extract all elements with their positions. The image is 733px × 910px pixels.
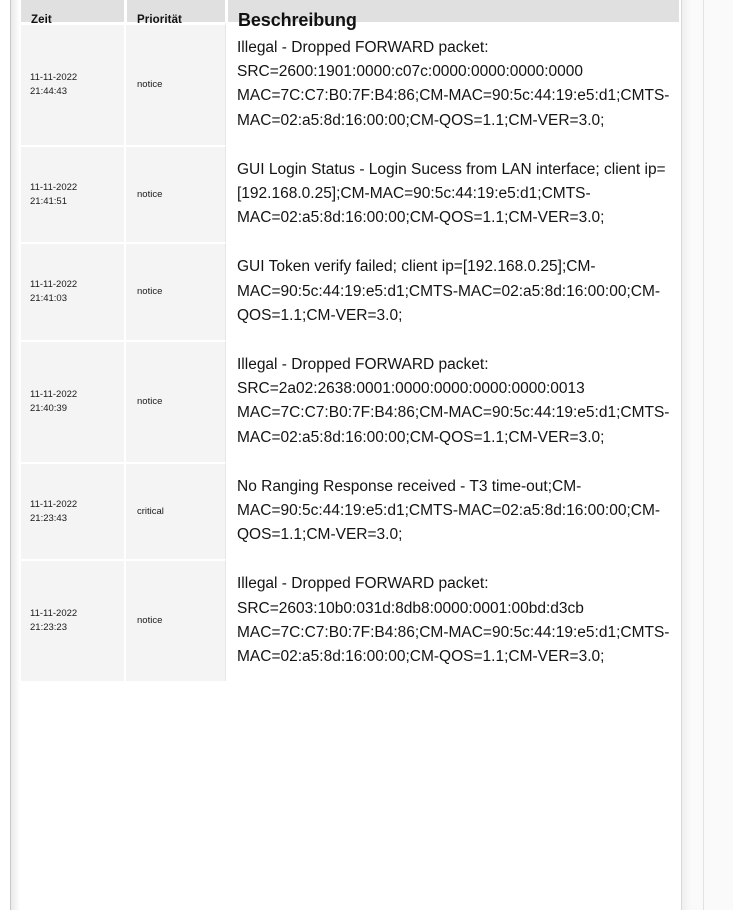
- table-row[interactable]: [21, 559, 679, 681]
- event-log-table: [21, 0, 679, 681]
- priority-value: notice: [137, 615, 163, 627]
- column-header-zeit-label: Zeit: [31, 14, 52, 26]
- cell-prioritaet: [124, 145, 225, 243]
- cell-beschreibung: [225, 559, 679, 681]
- timestamp-date: 11-11-2022: [30, 388, 78, 400]
- timestamp: [21, 492, 124, 532]
- right-gutter-shadow: [682, 0, 692, 910]
- cell-beschreibung: [225, 340, 679, 462]
- right-gutter-divider: [681, 0, 682, 910]
- priority-value: notice: [137, 188, 163, 200]
- column-header-zeit[interactable]: [21, 0, 124, 26]
- cell-beschreibung: [225, 145, 679, 243]
- cell-beschreibung: [225, 22, 679, 145]
- header-row: [21, 0, 679, 22]
- description-text: Illegal - Dropped FORWARD packet: SRC=2a02:2638:0001:0000:0000:0000:0000:0013 MAC=7C:C7:B0:7F:B4:86;CM-MAC=90:5c:44:19:e5:d1;CMTS-MAC=02:a5:8d:16:00:00;CM-QOS=1.1;CM-VER=3.0;: [237, 356, 670, 446]
- timestamp-time: 21:41:51: [30, 195, 67, 207]
- timestamp: [21, 65, 124, 105]
- column-header-beschreibung-label: Beschreibung: [238, 10, 357, 30]
- cell-zeit: [21, 340, 124, 462]
- column-header-beschreibung[interactable]: [225, 0, 679, 30]
- left-gutter-shadow: [11, 0, 20, 910]
- cell-prioritaet: [124, 559, 225, 681]
- timestamp-time: 21:23:43: [30, 512, 67, 524]
- timestamp-date: 11-11-2022: [30, 279, 78, 291]
- timestamp: [21, 175, 124, 215]
- timestamp-date: 11-11-2022: [30, 498, 78, 510]
- timestamp-time: 21:44:43: [30, 85, 67, 97]
- cell-prioritaet: [124, 242, 225, 340]
- table-body: [21, 22, 679, 681]
- column-header-prioritaet-label: Priorität: [137, 14, 182, 26]
- table-row[interactable]: [21, 242, 679, 340]
- table-row[interactable]: [21, 22, 679, 145]
- description-text: Illegal - Dropped FORWARD packet: SRC=2600:1901:0000:c07c:0000:0000:0000:0000 MAC=7C:C7:B0:7F:B4:86;CM-MAC=90:5c:44:19:e5:d1;CMTS-MAC=02:a5:8d:16:00:00;CM-QOS=1.1;CM-VER=3.0;: [237, 39, 670, 129]
- right-gutter-divider-outer: [703, 0, 704, 910]
- description-text: GUI Login Status - Login Sucess from LAN interface; client ip=[192.168.0.25];CM-MAC=90:5c:44:19:e5:d1;CMTS-MAC=02:a5:8d:16:00:00;CM-QOS=1.1;CM-VER=3.0;: [237, 160, 666, 227]
- cell-prioritaet: [124, 340, 225, 462]
- priority-value: notice: [137, 78, 163, 90]
- cell-beschreibung: [225, 242, 679, 340]
- cell-zeit: [21, 462, 124, 560]
- description-text: Illegal - Dropped FORWARD packet: SRC=2603:10b0:031d:8db8:0000:0001:00bd:d3cb MAC=7C:C7:B0:7F:B4:86;CM-MAC=90:5c:44:19:e5:d1;CMTS-MAC=02:a5:8d:16:00:00;CM-QOS=1.1;CM-VER=3.0;: [237, 575, 670, 666]
- timestamp: [21, 601, 124, 641]
- timestamp-date: 11-11-2022: [30, 71, 78, 83]
- cell-beschreibung: [225, 462, 679, 560]
- description-text: GUI Token verify failed; client ip=[192.168.0.25];CM-MAC=90:5c:44:19:e5:d1;CMTS-MAC=02:a5:8d:16:00:00;CM-QOS=1.1;CM-VER=3.0;: [237, 258, 661, 324]
- log-table-container: [21, 0, 679, 910]
- table-header: [21, 0, 679, 30]
- cell-zeit: [21, 242, 124, 340]
- priority-value: critical: [137, 505, 164, 517]
- timestamp: [21, 382, 124, 422]
- priority-value: notice: [137, 286, 163, 298]
- cell-zeit: [21, 559, 124, 681]
- cell-zeit: [21, 22, 124, 145]
- timestamp-time: 21:23:23: [30, 622, 67, 634]
- timestamp-time: 21:40:39: [30, 402, 67, 414]
- timestamp-date: 11-11-2022: [30, 181, 78, 193]
- cell-zeit: [21, 145, 124, 243]
- description-text: No Ranging Response received - T3 time-out;CM-MAC=90:5c:44:19:e5:d1;CMTS-MAC=02:a5:8d:16:00:00;CM-QOS=1.1;CM-VER=3.0;: [237, 477, 661, 544]
- table-row[interactable]: [21, 340, 679, 462]
- timestamp: [21, 272, 124, 312]
- column-header-prioritaet[interactable]: [124, 0, 225, 26]
- cell-prioritaet: [124, 22, 225, 145]
- cell-prioritaet: [124, 462, 225, 560]
- timestamp-date: 11-11-2022: [30, 608, 78, 620]
- priority-value: notice: [137, 395, 163, 407]
- table-row[interactable]: [21, 462, 679, 560]
- timestamp-time: 21:41:03: [30, 293, 67, 305]
- table-row[interactable]: [21, 145, 679, 243]
